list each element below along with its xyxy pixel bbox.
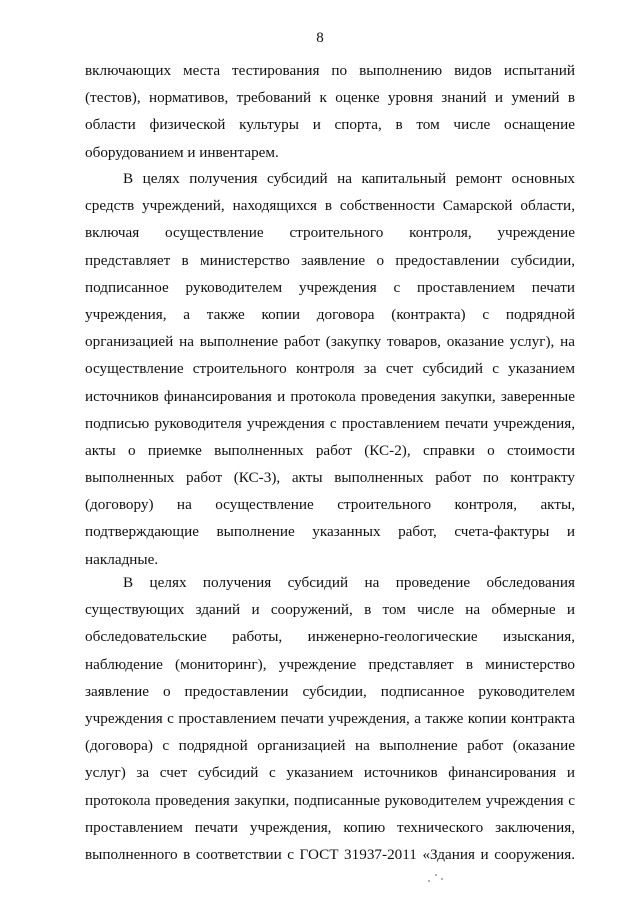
text-line: заявление о предоставлении субсидии, подписанное руководителем xyxy=(85,682,575,700)
text-line: В целях получения субсидий на капитальный ремонт основных xyxy=(123,170,575,187)
text-line: подписанное руководителем учреждения с проставлением печати xyxy=(85,278,575,296)
text-line: средств учреждений, находящихся в собственности Самарской области, xyxy=(85,197,575,215)
text-line: представляет в министерство заявление о предоставлении субсидии, xyxy=(85,251,575,269)
text-line: услуг) за счет субсидий с указанием источников финансирования и xyxy=(85,764,575,782)
text-line: обследовательские работы, инженерно-геологические изыскания, xyxy=(85,628,575,646)
text-line: подтверждающие выполнение указанных работ, счета-фактуры и xyxy=(85,523,575,541)
text-line: учреждения с проставлением печати учреждения, а также копии контракта xyxy=(85,709,575,727)
text-line: наблюдение (мониторинг), учреждение представляет в министерство xyxy=(85,655,575,673)
text-line: накладные. xyxy=(85,550,159,568)
text-line: осуществление строительного контроля за счет субсидий с указанием xyxy=(85,360,575,378)
scan-speck xyxy=(428,880,430,882)
scan-speck xyxy=(441,878,443,880)
text-line: акты о приемке выполненных работ (КС-2), справки о стоимости xyxy=(85,441,575,459)
paragraph-building-survey xyxy=(85,569,575,868)
text-line: области физической культуры и спорта, в том числе оснащение xyxy=(85,116,575,134)
paragraph-equipment-continuation xyxy=(85,57,575,166)
text-line: существующих зданий и сооружений, в том числе на обмерные и xyxy=(85,601,575,619)
text-line: протокола проведения закупки, подписанные руководителем учреждения с xyxy=(85,791,575,809)
text-line: (договору) на осуществление строительного контроля, акты, xyxy=(85,496,575,514)
text-line: проставлением печати учреждения, копию технического заключения, xyxy=(85,818,575,836)
page-number: 8 xyxy=(316,30,324,46)
text-line: (тестов), нормативов, требований к оценке уровня знаний и умений в xyxy=(85,89,575,107)
text-line: включающих места тестирования по выполнению видов испытаний xyxy=(85,62,575,79)
text-line: учреждения, а также копии договора (контракта) с подрядной xyxy=(85,305,575,323)
scan-speck xyxy=(435,874,437,876)
text-line: В целях получения субсидий на проведение обследования xyxy=(123,574,575,591)
text-line: выполненного в соответствии с ГОСТ 31937-2011 «Здания и сооружения. xyxy=(85,845,575,863)
text-line: (договора) с подрядной организацией на выполнение работ (оказание xyxy=(85,737,575,755)
text-line: оборудованием и инвентарем. xyxy=(85,143,279,161)
text-line: выполненных работ (КС-3), акты выполненных работ по контракту xyxy=(85,469,575,487)
text-line: источников финансирования и протокола проведения закупки, заверенные xyxy=(85,387,575,405)
text-line: включая осуществление строительного контроля, учреждение xyxy=(85,224,575,242)
text-line: организацией на выполнение работ (закупку товаров, оказание услуг), на xyxy=(85,333,575,351)
paragraph-capital-repair xyxy=(85,165,575,573)
text-line: подписью руководителя учреждения с проставлением печати учреждения, xyxy=(85,414,575,432)
